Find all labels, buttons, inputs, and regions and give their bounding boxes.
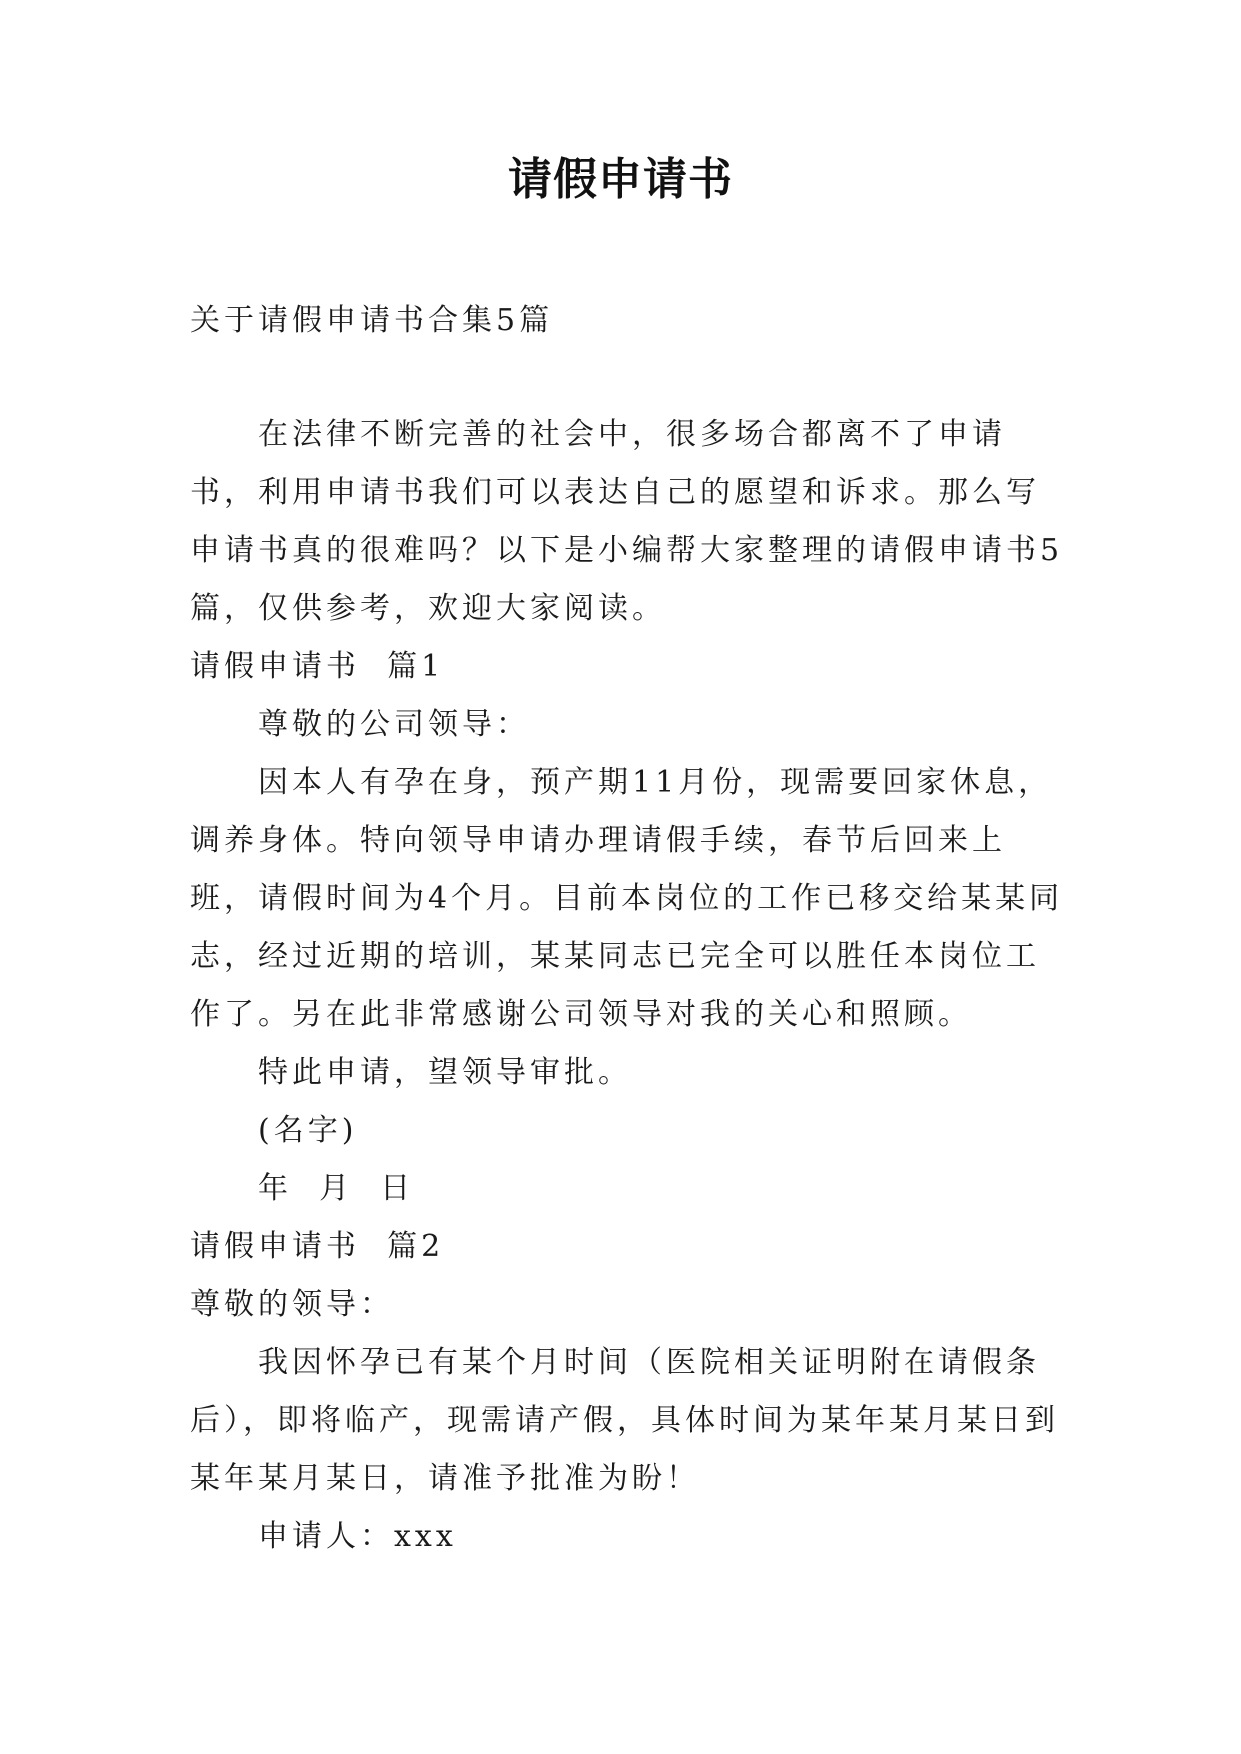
salutation-2: 尊敬的领导： (190, 1287, 394, 1322)
section-heading-1: 请假申请书 篇1 (190, 649, 445, 684)
section-heading-2: 请假申请书 篇2 (190, 1229, 445, 1264)
salutation-1: 尊敬的公司领导： (258, 707, 530, 742)
document-title: 请假申请书 (508, 154, 733, 205)
document-body (190, 292, 1070, 1566)
applicant-2: 申请人：xxx (258, 1519, 457, 1554)
body-paragraph-2: 我因怀孕已有某个月时间（医院相关证明附在请假条后），即将临产，现需请产假，具体时间为某年某月某日到某年某月某日，请准予批准为盼！ (190, 1345, 1059, 1496)
closing-1: 特此申请，望领导审批。 (258, 1055, 632, 1090)
signature-name-1: (名字) (258, 1113, 358, 1148)
signature-date-1: 年 月 日 (258, 1171, 415, 1206)
document-subtitle: 关于请假申请书合集5篇 (190, 303, 554, 338)
body-paragraph-1: 因本人有孕在身，预产期11月份，现需要回家休息，调养身体。特向领导申请办理请假手续，春节后回来上班，请假时间为4个月。目前本岗位的工作已移交给某某同志，经过近期的培训，某某同志已完全可以胜任本岗位工作了。另在此非常感谢公司领导对我的关心和照顾。 (190, 765, 1064, 1032)
intro-paragraph: 在法律不断完善的社会中，很多场合都离不了申请书，利用申请书我们可以表达自己的愿望和诉求。那么写申请书真的很难吗？以下是小编帮大家整理的请假申请书5篇，仅供参考，欢迎大家阅读。 (190, 417, 1064, 626)
